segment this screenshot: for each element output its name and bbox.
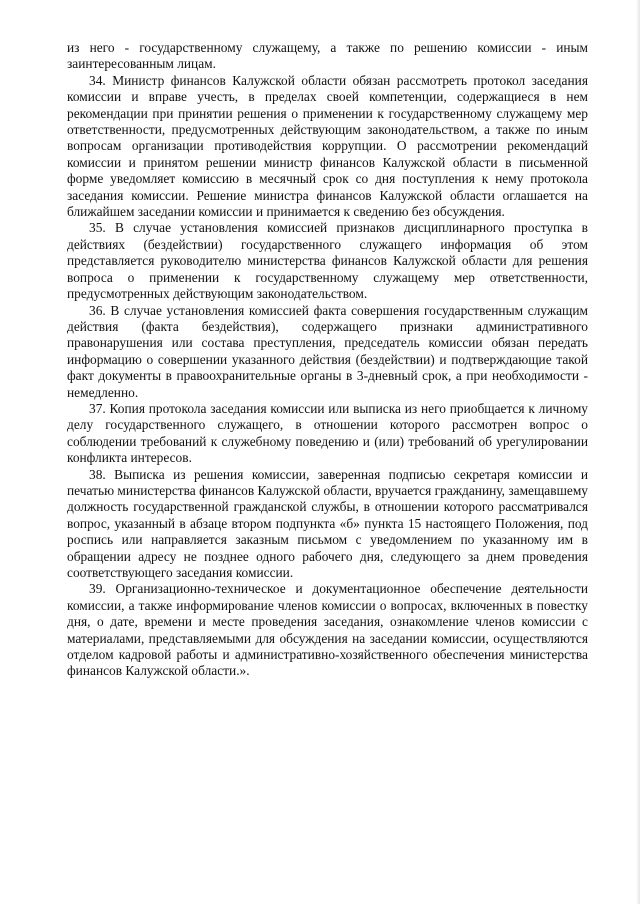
paragraph-37: 37. Копия протокола заседания комиссии или выписка из него приобщается к личному делу государственного служащего, в отношении которого рассмотрен вопрос о соблюдении требований к служебному поведению и (или) требований об урегулировании конфликта интересов.: [67, 400, 588, 466]
paragraph-34: 34. Министр финансов Калужской области обязан рассмотреть протокол заседания комиссии и вправе учесть, в пределах своей компетенции, содержащиеся в нем рекомендации при принятии решения о применении к государственному служащему мер ответственности, предусмотренных действующим законодательством, а также по иным вопросам организации противодействия коррупции. О рассмотрении рекомендаций комиссии и принятом решении министр финансов Калужской области в письменной форме уведомляет комиссию в месячный срок со дня поступления к нему протокола заседания комиссии. Решение министра финансов Калужской области оглашается на ближайшем заседании комиссии и принимается к сведению без обсуждения.: [67, 72, 588, 220]
page-edge: [636, 0, 640, 904]
paragraph-continuation: из него - государственному служащему, а также по решению комиссии - иным заинтересованным лицам.: [67, 40, 588, 72]
paragraph-35: 35. В случае установления комиссией признаков дисциплинарного проступка в действиях (бездействии) государственного служащего информация об этом представляется руководителю министерства финансов Калужской области для решения вопроса о применении к государственному служащему мер ответственности, предусмотренных действующим законодательством.: [67, 220, 588, 302]
paragraph-36: 36. В случае установления комиссией факта совершения государственным служащим действия (факта бездействия), содержащего признаки административного правонарушения или состава преступления, председатель комиссии обязан передать информацию о совершении указанного действия (бездействии) и подтверждающие такой факт документы в правоохранительные органы в 3-дневный срок, а при необходимости - немедленно.: [67, 302, 588, 400]
document-body: [67, 40, 588, 680]
paragraph-39: 39. Организационно-техническое и документационное обеспечение деятельности комиссии, а также информирование членов комиссии о вопросах, включенных в повестку дня, о дате, времени и месте проведения заседания, ознакомление членов комиссии с материалами, представляемыми для обсуждения на заседании комиссии, осуществляются отделом кадровой работы и административно-хозяйственного обеспечения министерства финансов Калужской области.».: [67, 581, 588, 679]
paragraph-38: 38. Выписка из решения комиссии, заверенная подписью секретаря комиссии и печатью министерства финансов Калужской области, вручается гражданину, замещавшему должность государственной гражданской службы, в отношении которого рассматривался вопрос, указанный в абзаце втором подпункта «б» пункта 15 настоящего Положения, под роспись или направляется заказным письмом с уведомлением по указанному им в обращении адресу не позднее одного рабочего дня, следующего за днем проведения соответствующего заседания комиссии.: [67, 466, 588, 580]
